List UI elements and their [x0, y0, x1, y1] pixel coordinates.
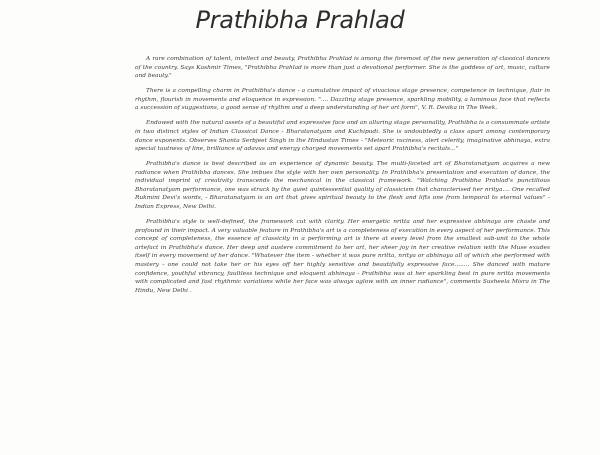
paragraph-style: Prathibha's style is well-defined, the framework cut with clarity. Her energetic nritta and her expressive abhinaya are chaste and profound in their impact. A very valuable feature in Prathibha's art is a completeness of execution in every aspect of her performance. This concept of completeness, the essence of classicity in a performing art is there at every level from the smallest sub-unit to the whole artefact in Prathibha's dance. Her deep and austere commitment to her art, her sheer joy in her creative relation with the Muse exudes itself in every movement of her dance. "Whatever the item - whether it was pure nritta, nritya or abhinaya all of which she performed with mastery - one could not take her or his eyes off her highly sensitive and beautifully expressive face........ She danced with mature confidence, youthful vibrancy, faultless technique and eloquent abhinaya - Prathibha was at her sparkling best in pure nritta movements with complicated and fast rhythmic variations while her face was always aglow with an inner radiance", comments Susheela Misra in The Hindu, New Delhi .	[135, 219, 550, 294]
article-body	[135, 55, 550, 302]
paragraph-charm: There is a compelling charm in Prathibha's dance - a cumulative impact of vivacious stage presence, competence in technique, flair in rhythm, flourish in movements and eloquence in expression. ".... Dazzling stage presence, sparkling mobility, a luminous face that reflects a succession of suggestions, a good sense of rhythm and a deep understanding of her art form", V. R. Devika in The Week.	[135, 88, 550, 112]
paragraph-dynamic-beauty: Prathibha's dance is best described as an experience of dynamic beauty. The multi-faceted art of Bharatanatyam acquires a new radiance when Prathibha dances. She imbues the style with her own personality. In Prathibha's presentation and execution of dance, the individual imprint of creativity transcends the mechanical in the classical framework. "Watching Prathibha Prahlad's punctilious Bharatanatyam performance, one was struck by the quiet quintessential quality of classicism that characterised her nritya.... One recalled Rukmini Devi's words, - Bharatanatyam is an art that gives spiritual beauty to the flesh and lifts one from temporal to eternal values" - Indian Express, New Delhi.	[135, 161, 550, 211]
paragraph-assets: Endowed with the natural assets of a beautiful and expressive face and an alluring stage personality, Prathibha is a consummate artiste in two distinct styles of Indian Classical Dance - Bharatanatyam and Kuchipudi. She is undoubtedly a class apart among contemporary dance exponents. Observes Shanta Serbjeet Singh in the Hindustan Times - "Meteoric raciness, alert celerity, imaginative abhinaya, extra special tautness of line, brilliance of adavus and energy charged movements set apart Prathibha's recitals..."	[135, 120, 550, 153]
page-title: Prathibha Prahlad	[195, 6, 405, 34]
paragraph-intro: A rare combination of talent, intellect and beauty, Prathibha Prahlad is among the foremost of the new generation of classical dancers of the country. Says Kashmir Times, "Prathibha Prahlad is more than just a devotional performer. She is the goddess of art, music, culture and beauty."	[135, 56, 550, 80]
